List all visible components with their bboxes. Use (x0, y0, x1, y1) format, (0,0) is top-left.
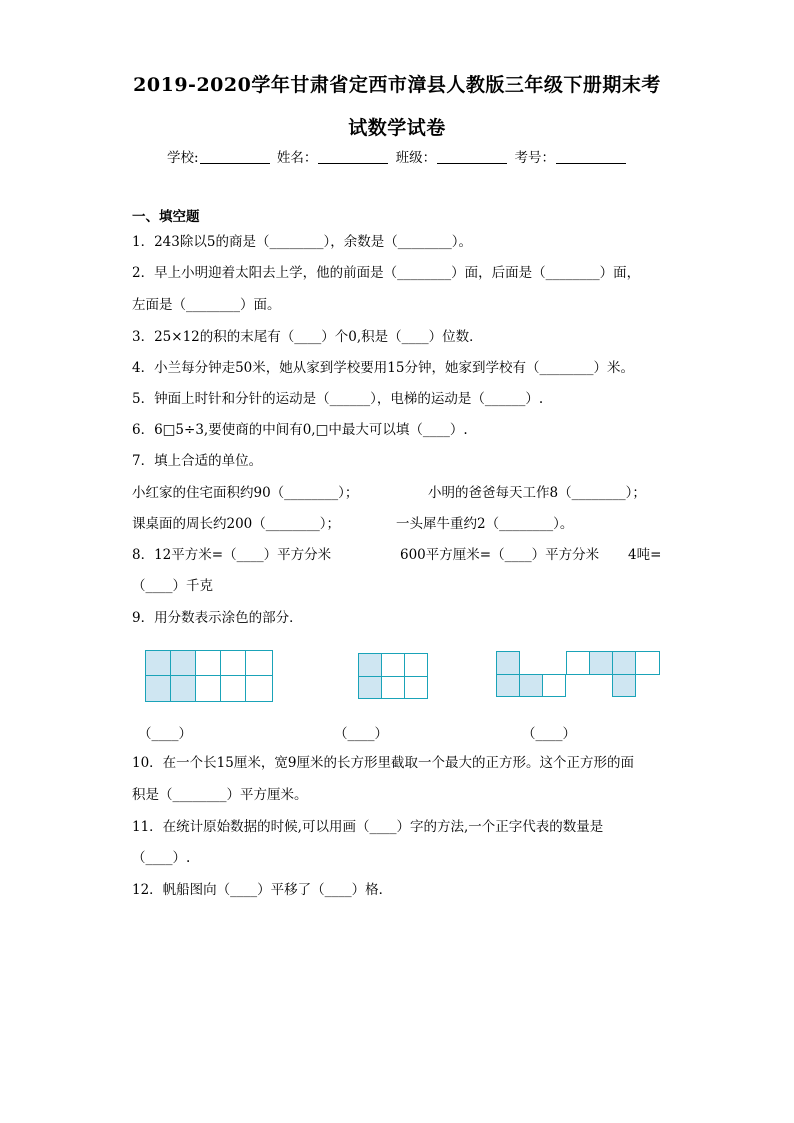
question-2-cont: 左面是（________）面。 (132, 297, 281, 313)
answer-blank-c[interactable]: （____） (522, 726, 576, 742)
grid-cell (635, 651, 660, 675)
question-8b: 600平方厘米=（____）平方分米 (400, 547, 600, 563)
grid-cell (170, 675, 196, 702)
page-title-line2: 试数学试卷 (348, 117, 446, 139)
grid-cell (519, 674, 543, 697)
question-7b: 小明的爸爸每天工作8（________）； (428, 485, 646, 501)
grid-cell (145, 675, 171, 702)
student-info-fields (0, 146, 794, 166)
grid-cell (358, 676, 382, 699)
question-6: 6．6□5÷3,要使商的中间有0,□中最大可以填（____）. (132, 422, 468, 438)
grid-cell (542, 674, 566, 697)
question-8d: （____）千克 (132, 578, 213, 594)
question-1: 1．243除以5的商是（________），余数是（________）。 (132, 234, 472, 250)
grid-cell (381, 653, 405, 677)
fraction-figure-b (358, 653, 428, 699)
grid-cell (145, 650, 171, 676)
question-8a: 8．12平方米=（____）平方分米 (132, 547, 332, 563)
question-9: 9．用分数表示涂色的部分． (132, 610, 303, 626)
fraction-figure-a (145, 650, 273, 702)
question-12: 12．帆船图向（____）平移了（____）格． (132, 882, 393, 898)
grid-cell (589, 651, 613, 675)
school-label: 学校: (167, 150, 199, 166)
grid-cell (170, 650, 196, 676)
question-3: 3．25×12的积的末尾有（____）个0,积是（____）位数． (132, 329, 483, 345)
exam-number-field[interactable] (556, 149, 626, 164)
answer-blank-a[interactable]: （____） (138, 726, 192, 742)
grid-cell (195, 675, 221, 702)
school-field[interactable] (200, 149, 270, 164)
grid-cell (404, 676, 428, 699)
class-label: 班级： (395, 150, 437, 166)
question-7d: 一头犀牛重约2（________）。 (396, 516, 574, 532)
question-7a: 小红家的住宅面积约90（________）； (132, 485, 359, 501)
question-4: 4．小兰每分钟走50米，她从家到学校要用15分钟，她家到学校有（________）米。 (132, 360, 634, 376)
question-10: 10．在一个长15厘米，宽9厘米的长方形里截取一个最大的正方形。这个正方形的面 (132, 755, 634, 771)
name-field[interactable] (318, 149, 388, 164)
grid-cell (245, 675, 273, 702)
grid-cell (496, 674, 520, 697)
grid-cell (612, 651, 636, 675)
grid-cell (220, 650, 246, 676)
answer-blank-b[interactable]: （____） (334, 726, 388, 742)
grid-cell (381, 676, 405, 699)
page-title: 2019-2020学年甘肃省定西市漳县人教版三年级下册期末考 (133, 74, 661, 96)
exam-number-label: 考号： (514, 150, 555, 166)
name-label: 姓名： (276, 150, 318, 166)
grid-cell (612, 674, 636, 697)
grid-cell (195, 650, 221, 676)
section-heading: 一、填空题 (132, 209, 200, 225)
grid-cell (566, 651, 590, 675)
question-11-cont: （____）. (132, 850, 191, 866)
grid-cell (245, 650, 273, 676)
question-7c: 课桌面的周长约200（________）； (132, 516, 341, 532)
question-11: 11．在统计原始数据的时候,可以用画（____）字的方法,一个正字代表的数量是 (132, 819, 604, 835)
grid-cell (404, 653, 428, 677)
question-7: 7．填上合适的单位。 (132, 453, 263, 469)
question-10-cont: 积是（________）平方厘米。 (132, 787, 308, 803)
fraction-figure-c (496, 651, 660, 697)
question-5: 5．钟面上时针和分针的运动是（______），电梯的运动是（______）. (132, 391, 544, 407)
grid-cell (496, 651, 520, 675)
grid-cell (220, 675, 246, 702)
class-field[interactable] (437, 149, 507, 164)
grid-cell (358, 653, 382, 677)
question-8c: 4吨= (628, 547, 662, 563)
question-2: 2．早上小明迎着太阳去上学，他的前面是（________）面，后面是（________）面， (132, 265, 641, 281)
